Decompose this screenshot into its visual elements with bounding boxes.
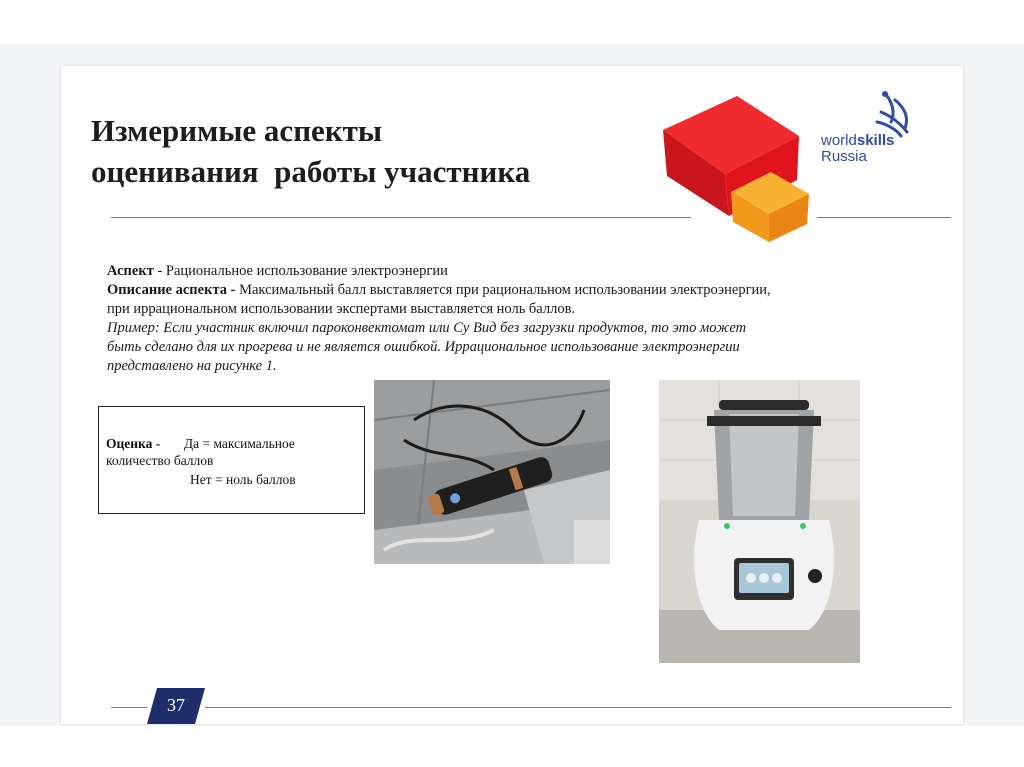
- title-line-1: Измеримые аспекты: [91, 113, 383, 148]
- thermomix-photo: [659, 380, 860, 663]
- logo-word-world: world: [821, 132, 857, 149]
- sous-vide-photo: [374, 380, 610, 564]
- score-no-text: Нет = ноль баллов: [190, 472, 296, 487]
- score-row-yes: [106, 435, 295, 452]
- example-line-1: Пример: Если участник включил пароконвектомат или Су Вид без загрузки продуктов, то это может: [107, 320, 747, 336]
- logo-word-skills: skills: [856, 132, 895, 149]
- score-dash: -: [152, 436, 161, 451]
- example-line-3: представлено на рисунке 1.: [107, 358, 277, 374]
- slide-title: [91, 110, 651, 192]
- example-line-2: быть сделано для их прогрева и не является ошибкой. Иррациональное использование электроэнергии: [107, 339, 740, 355]
- logo-word-russia: Russia: [821, 148, 867, 165]
- description-label: Описание аспекта -: [107, 282, 236, 298]
- slide-page: [61, 66, 963, 724]
- footer-rule-left: [111, 707, 147, 708]
- orange-cube-graphic: [729, 162, 809, 242]
- title-rule-right: [817, 217, 951, 218]
- score-yes-text: Да = максимальное: [183, 436, 295, 451]
- title-rule-left: [111, 217, 691, 218]
- page-number: 37: [167, 695, 185, 715]
- description-line-1: [107, 281, 927, 300]
- viewer-bottom-strip: [0, 726, 1024, 767]
- title-line-2: оценивания работы участника: [91, 154, 531, 189]
- slide-body-text: [107, 262, 927, 376]
- score-label: Оценка: [106, 436, 153, 451]
- aspect-text: - Рациональное использование электроэнергии: [153, 263, 448, 279]
- footer-rule-right: [205, 707, 951, 708]
- score-yes-continued: количество баллов: [106, 453, 214, 468]
- aspect-line: [107, 262, 927, 281]
- description-text-1: Максимальный балл выставляется при рациональном использовании электроэнергии,: [235, 282, 771, 298]
- score-box: [98, 406, 365, 514]
- aspect-label: Аспект: [107, 263, 154, 279]
- worldskills-logo-text: [821, 133, 894, 165]
- description-line-2: при иррациональном использовании экспертами выставляется ноль баллов.: [107, 301, 576, 317]
- viewer-top-strip: [0, 0, 1024, 44]
